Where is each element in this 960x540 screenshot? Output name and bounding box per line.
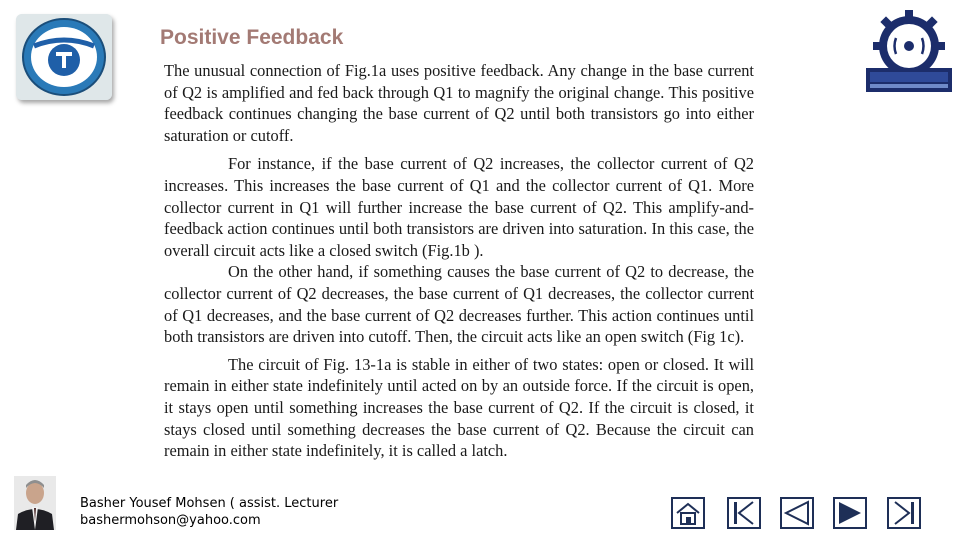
next-slide-button[interactable] [833,497,867,529]
next-slide-icon [835,499,865,527]
paragraph: The circuit of Fig. 13-1a is stable in either of two states: open or closed. It will remain in either state indefinitely until acted on by an outside force. If the circuit is open, it stays open until something increases the base current of Q2. If the circuit is closed, it stays closed until something decreases the base current of Q2. Because the circuit can remain in either state indefinitely, it is called a latch. [164,354,754,461]
first-slide-icon [729,499,759,527]
home-icon [673,499,703,527]
previous-slide-button[interactable] [780,497,814,529]
paragraph: For instance, if the base current of Q2 increases, the collector current of Q2 increases. This increases the base current of Q1 and the collector current of Q1. More collector current in Q1 will further increase the base current of Q2. This amplify-and-feedback action continues until both transistors are driven into saturation. In this case, the overall circuit acts like a closed switch (Fig.1b ). [164,154,754,260]
university-logo [16,14,112,100]
paragraph: The unusual connection of Fig.1a uses positive feedback. Any change in the base current of Q2 is amplified and fed back through Q1 to magnify the original change. This positive feedback continues changing the base current of Q2 until both transistors go into either saturation or cutoff. [164,61,754,145]
presenter-info [80,495,338,529]
author-line: Basher Yousef Mohsen ( assist. Lecturer [80,496,339,511]
slide-body [164,60,754,462]
first-slide-button[interactable] [727,497,761,529]
author-email: bashermohson@yahoo.com [80,513,261,528]
last-slide-button[interactable] [887,497,921,529]
previous-slide-icon [782,499,812,527]
last-slide-icon [889,499,919,527]
paragraph: On the other hand, if something causes the base current of Q2 to decrease, the collector current of Q2 decreases, the base current of Q1 decreases, the collector current of Q1 decreases, and the base current of Q2 decreases further. This action continues until both transistors are driven into cutoff. Then, the circuit acts like an open switch (Fig 1c). [164,262,754,347]
presenter-photo [14,476,56,530]
home-button[interactable] [671,497,705,529]
slide-title: Positive Feedback [160,26,344,49]
college-logo [866,8,952,94]
